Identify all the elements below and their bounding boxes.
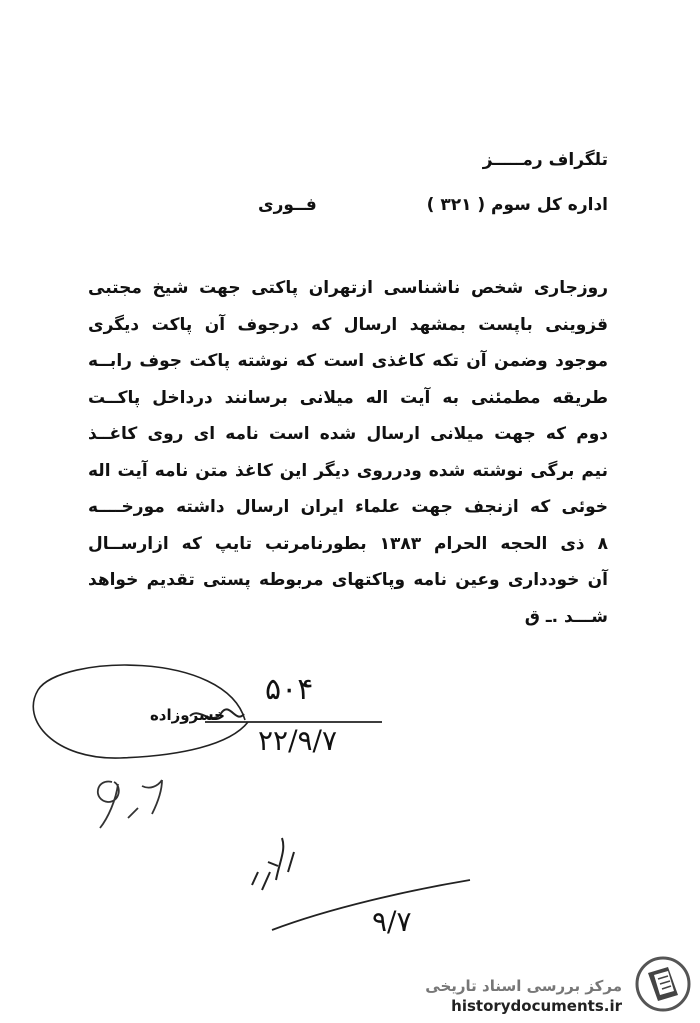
bottom-stroke xyxy=(272,880,470,930)
urgency-label: فــوری xyxy=(258,195,317,215)
handwritten-date: ۲۲/۹/۷ xyxy=(258,724,338,757)
archive-logo-icon xyxy=(634,955,692,1013)
initials-mark xyxy=(252,838,294,890)
body-line: ۸ ذی الحجه الحرام ۱۳۸۳ بطورنامرتب تایپ که ازارســال xyxy=(88,533,608,554)
body-line: نیم برگی نوشته شده ودرروی دیگر این کاغذ متن نامه آیت اله xyxy=(88,460,608,481)
document-number: ۵۰۴ xyxy=(265,672,314,707)
telegram-heading: تلگراف رمـــــز xyxy=(482,150,608,170)
source-url: historydocuments.ir xyxy=(451,997,622,1015)
body-line: خوئی که ازنجف جهت علماء ایران ارسال داشته مورخــــه xyxy=(88,497,608,517)
body-line: دوم که جهت میلانی ارسال شده است نامه ای روی کاغــذ xyxy=(88,424,608,444)
body-line: شـــد .ـ ق xyxy=(524,606,608,627)
body-line: موجود وضمن آن تکه کاغذی است که نوشته پاکت جوف رابــه xyxy=(88,351,608,371)
source-org-name: مرکز بررسی اسناد تاریخی xyxy=(425,977,622,995)
department-heading: اداره کل سوم ( ۳۲۱ ) xyxy=(426,195,608,215)
body-line: آن خودداری وعین نامه وپاکتهای مربوطه پستی تقدیم خواهد xyxy=(88,570,608,590)
signer-name: خسروزاده xyxy=(149,706,225,724)
bottom-handwritten-note: ۹/۷ xyxy=(372,905,412,938)
margin-seven xyxy=(142,780,162,814)
margin-scribble xyxy=(98,782,119,828)
body-line: قزوینی باپست بمشهد ارسال که درجوف آن پاکت دیگری xyxy=(88,314,608,335)
body-line: روزجاری شخص ناشناسی ازتهران پاکتی جهت شیخ مجتبی xyxy=(88,278,608,298)
body-line: طریقه مطمئنی به آیت اله میلانی برسانند درداخل پاکــت xyxy=(88,387,608,408)
source-watermark xyxy=(425,977,622,1015)
margin-slash xyxy=(128,808,138,818)
